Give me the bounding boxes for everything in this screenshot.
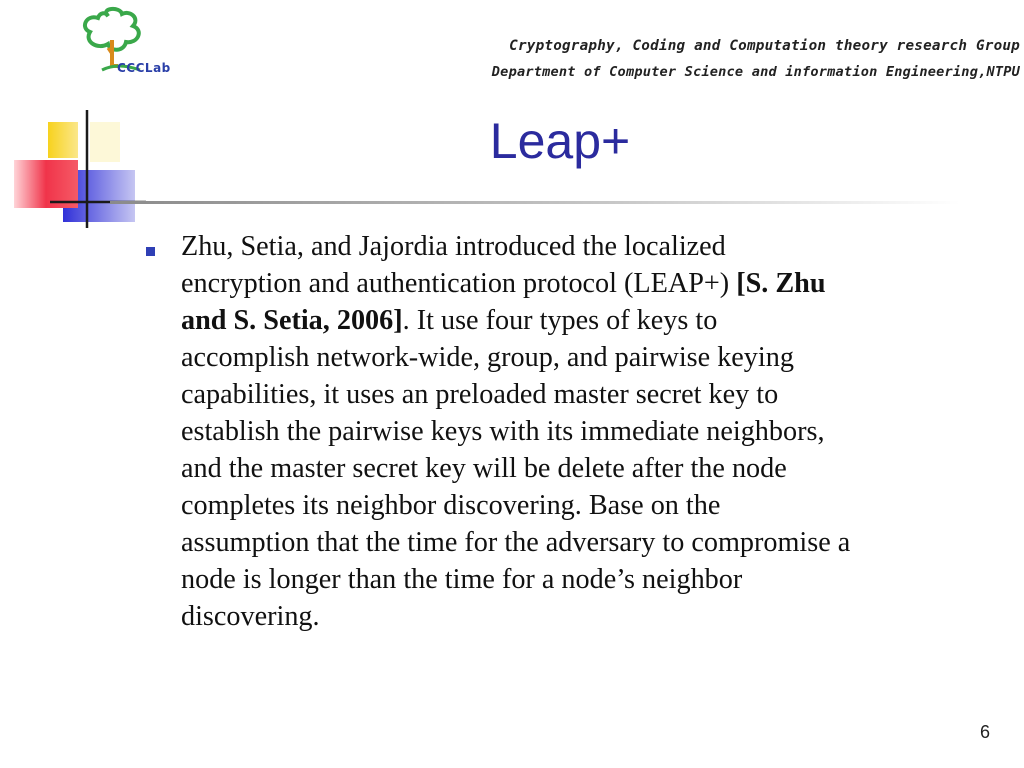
paragraph-line: establish the pairwise keys with its immediate neighbors, <box>181 416 825 447</box>
paragraph-line: completes its neighbor discovering. Base on the <box>181 490 721 521</box>
paragraph-line: assumption that the time for the adversary to compromise a <box>181 527 851 558</box>
paragraph-line: accomplish network-wide, group, and pairwise keying <box>181 342 794 373</box>
paragraph-line <box>181 265 1001 302</box>
title-divider <box>110 201 960 204</box>
department-heading: Department of Computer Science and information Engineering,NTPU <box>491 64 1020 80</box>
paragraph-line: capabilities, it uses an preloaded master secret key to <box>181 379 779 410</box>
yellow-square <box>48 122 78 158</box>
paragraph-line: discovering. <box>181 601 320 632</box>
paragraph-text: . It use four types of keys to <box>402 305 718 336</box>
citation-text: and S. Setia, 2006] <box>181 305 403 336</box>
page-number: 6 <box>979 722 990 742</box>
decorative-squares <box>0 100 150 230</box>
bullet-icon <box>146 247 155 256</box>
slide-title: Leap+ <box>489 113 631 169</box>
research-group-heading: Cryptography, Coding and Computation theory research Group <box>509 38 1020 54</box>
logo-label: CCCLab <box>117 61 171 75</box>
paragraph-line: and the master secret key will be delete after the node <box>181 453 787 484</box>
paragraph-line: Zhu, Setia, and Jajordia introduced the localized <box>181 231 726 262</box>
paragraph-line: node is longer than the time for a node’s neighbor <box>181 564 743 595</box>
ccclab-logo <box>78 4 208 84</box>
paragraph-line <box>181 302 1001 339</box>
citation-text: [S. Zhu <box>736 268 826 299</box>
bullet-paragraph <box>181 228 1001 635</box>
paragraph-text: encryption and authentication protocol (LEAP+) <box>181 268 737 299</box>
